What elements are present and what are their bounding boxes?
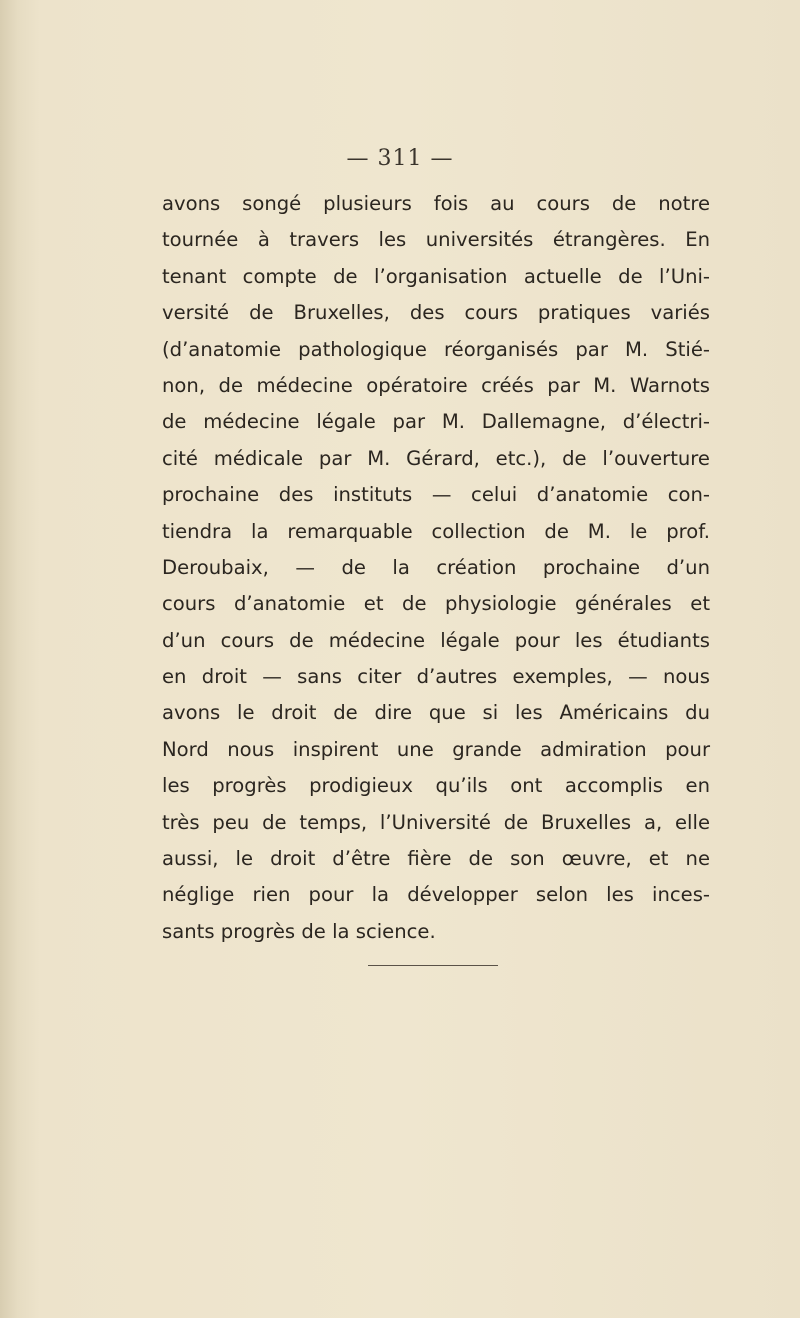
text-line: tournée à travers les universités étrangères. En [162,228,710,252]
text-line: en droit — sans citer d’autres exemples, — nous [162,665,710,689]
text-line: (d’anatomie pathologique réorganisés par M. Stié- [162,337,710,361]
text-line: très peu de temps, l’Université de Bruxelles a, elle [162,810,710,834]
body-paragraph [162,186,710,950]
text-line: aussi, le droit d’être fière de son œuvre, et ne [162,847,710,871]
text-line: avons le droit de dire que si les Américains du [162,701,710,725]
text-line: tenant compte de l’organisation actuelle de l’Uni- [162,264,710,288]
text-line: versité de Bruxelles, des cours pratiques variés [162,301,710,325]
text-line: non, de médecine opératoire créés par M. Warnots [162,373,710,397]
page-number: — 311 — [346,146,454,171]
text-line: néglige rien pour la développer selon les inces- [162,883,710,907]
text-line: cité médicale par M. Gérard, etc.), de l’ouverture [162,446,710,470]
text-line: Nord nous inspirent une grande admiration pour [162,737,710,761]
text-line: d’un cours de médecine légale pour les étudiants [162,628,710,652]
text-line: Deroubaix, — de la création prochaine d’un [162,555,710,579]
section-divider-rule [368,965,498,966]
text-line: cours d’anatomie et de physiologie générales et [162,592,710,616]
text-line: avons songé plusieurs fois au cours de notre [162,192,710,215]
text-line: de médecine légale par M. Dallemagne, d’électri- [162,410,710,434]
text-line: les progrès prodigieux qu’ils ont accomplis en [162,774,710,798]
text-line-last: sants progrès de la science. [162,919,436,943]
text-line: tiendra la remarquable collection de M. le prof. [162,519,710,543]
text-line: prochaine des instituts — celui d’anatomie con- [162,483,710,507]
